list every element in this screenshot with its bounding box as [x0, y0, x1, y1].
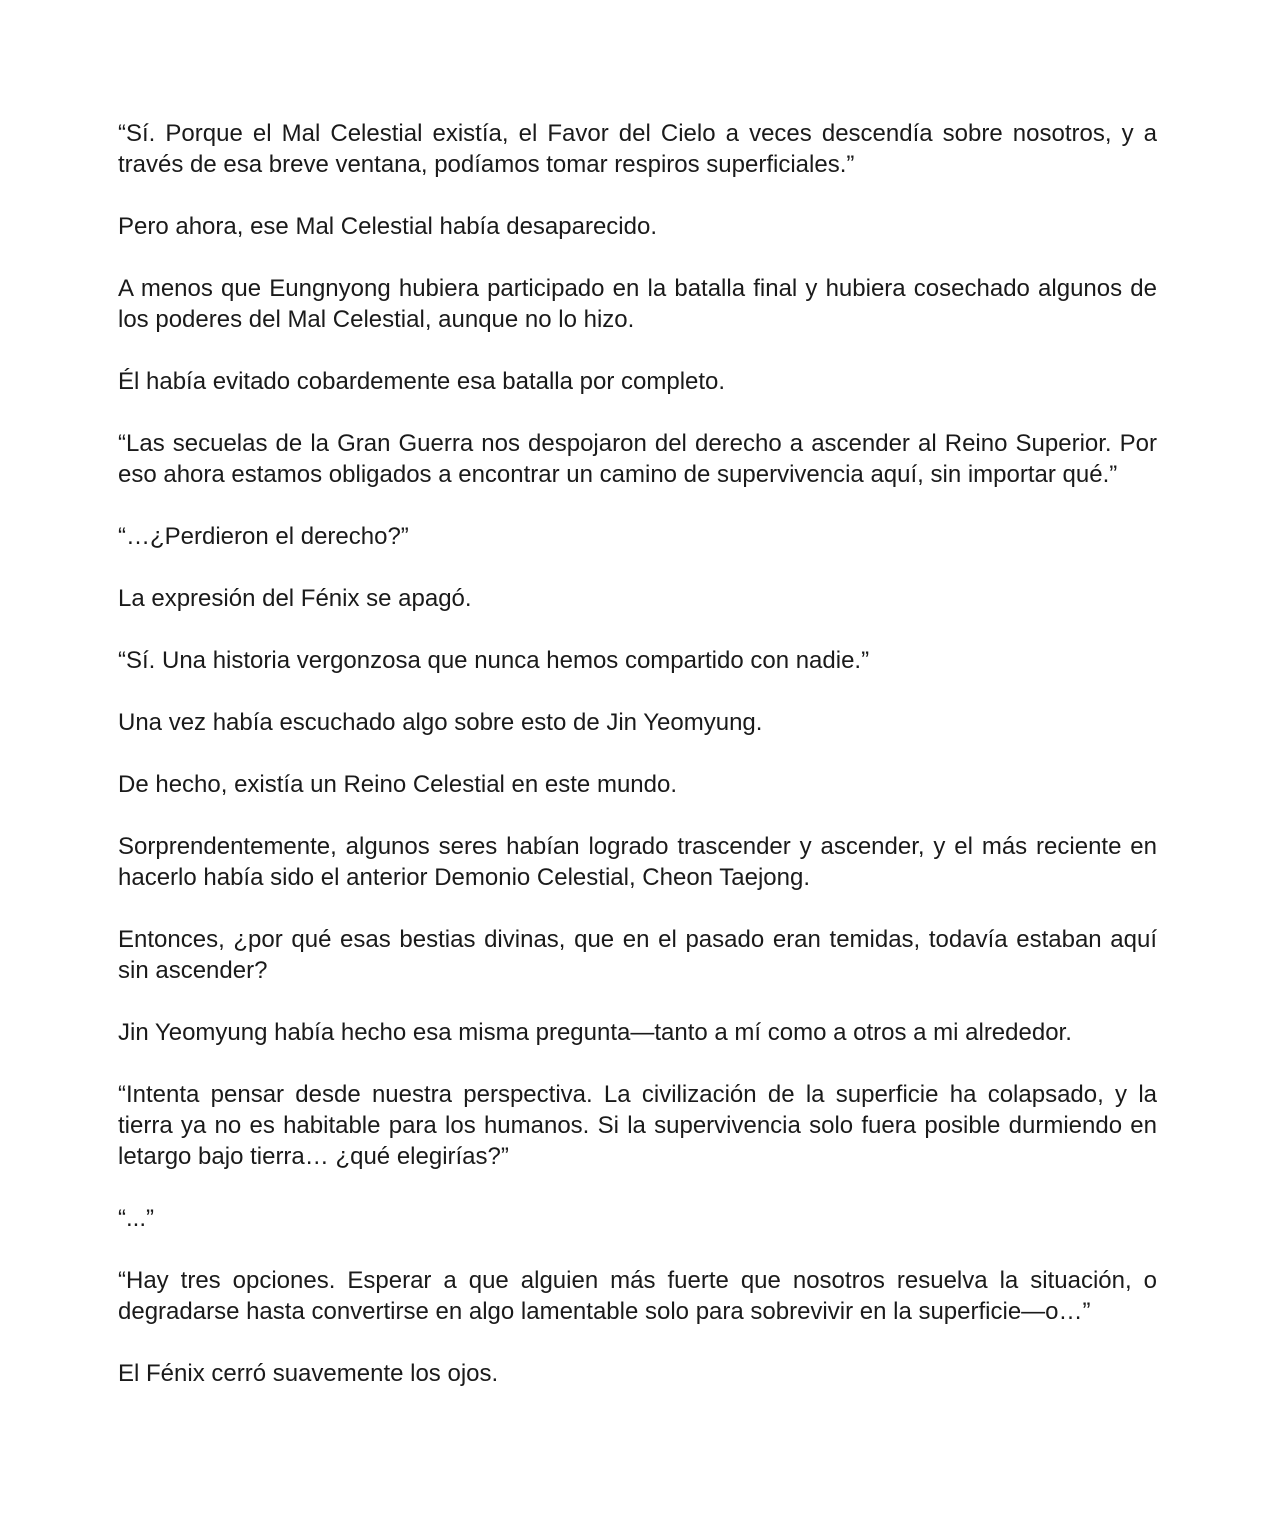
paragraph: “Sí. Porque el Mal Celestial existía, el Favor del Cielo a veces descendía sobre nosotros, y a través de esa breve ventana, podíamos tomar respiros superficiales.” — [118, 120, 1157, 178]
paragraph: La expresión del Fénix se apagó. — [118, 585, 472, 612]
paragraph: Sorprendentemente, algunos seres habían logrado trascender y ascender, y el más reciente en hacerlo había sido el anterior Demonio Celestial, Cheon Taejong. — [118, 833, 1157, 891]
paragraph: Entonces, ¿por qué esas bestias divinas, que en el pasado eran temidas, todavía estaban aquí sin ascender? — [118, 926, 1157, 984]
paragraph: A menos que Eungnyong hubiera participado en la batalla final y hubiera cosechado algunos de los poderes del Mal Celestial, aunque no lo hizo. — [118, 275, 1157, 333]
paragraph: El Fénix cerró suavemente los ojos. — [118, 1360, 499, 1387]
paragraph: “…¿Perdieron el derecho?” — [118, 523, 409, 550]
paragraph: Una vez había escuchado algo sobre esto de Jin Yeomyung. — [118, 709, 763, 736]
paragraph: “Hay tres opciones. Esperar a que alguien más fuerte que nosotros resuelva la situación, o degradarse hasta convertirse en algo lamentable solo para sobrevivir en la superficie—o…” — [118, 1267, 1157, 1325]
document-page — [118, 118, 1157, 1389]
paragraph: “...” — [118, 1205, 154, 1232]
paragraph: “Las secuelas de la Gran Guerra nos despojaron del derecho a ascender al Reino Superior. Por eso ahora estamos obligados a encontrar un camino de supervivencia aquí, sin importar qué.” — [118, 430, 1157, 488]
paragraph: Jin Yeomyung había hecho esa misma pregunta—tanto a mí como a otros a mi alrededor. — [118, 1019, 1072, 1046]
paragraph: “Sí. Una historia vergonzosa que nunca hemos compartido con nadie.” — [118, 647, 870, 674]
paragraph: Él había evitado cobardemente esa batalla por completo. — [118, 368, 726, 395]
paragraph: De hecho, existía un Reino Celestial en este mundo. — [118, 771, 677, 798]
paragraph: Pero ahora, ese Mal Celestial había desaparecido. — [118, 213, 657, 240]
paragraph: “Intenta pensar desde nuestra perspectiva. La civilización de la superficie ha colapsado, y la tierra ya no es habitable para los humanos. Si la supervivencia solo fuera posible durmiendo en letargo bajo tierra… ¿qué elegirías?” — [118, 1081, 1157, 1170]
